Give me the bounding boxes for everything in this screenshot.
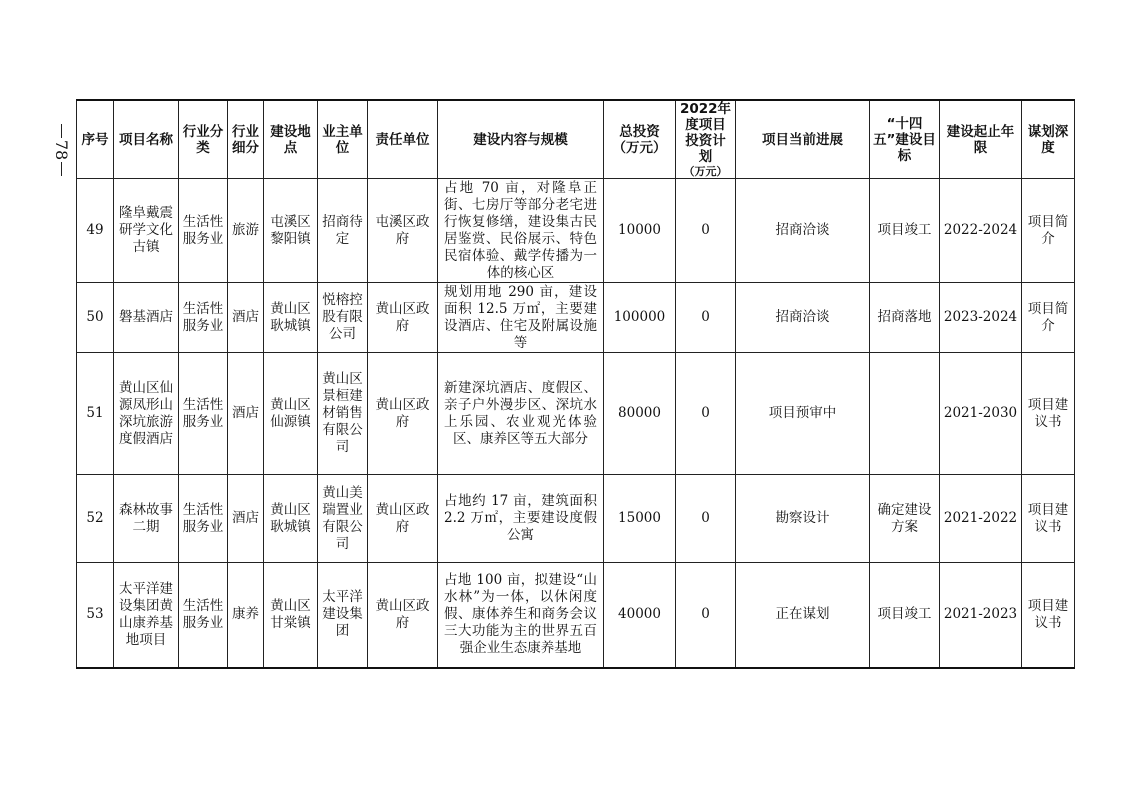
cell-goal <box>870 353 940 475</box>
header-content: 建设内容与规模 <box>438 100 604 179</box>
cell-owner: 黄山美瑞置业有限公司 <box>318 475 368 563</box>
cell-period: 2021-2023 <box>940 563 1022 668</box>
header-responsible: 责任单位 <box>368 100 438 179</box>
table-row <box>77 475 1075 563</box>
cell-industry: 生活性服务业 <box>179 475 228 563</box>
table-row <box>77 563 1075 668</box>
cell-responsible: 黄山区政府 <box>368 475 438 563</box>
cell-plan-2022: 0 <box>676 563 736 668</box>
header-total-investment: 总投资（万元） <box>604 100 676 179</box>
cell-name: 磐基酒店 <box>114 283 179 353</box>
projects-table <box>76 99 1075 669</box>
cell-depth: 项目简介 <box>1022 283 1075 353</box>
page-number-dash-top <box>61 124 62 138</box>
header-plan-2022-unit: （万元） <box>683 165 728 178</box>
cell-location: 黄山区仙源镇 <box>264 353 318 475</box>
header-period: 建设起止年限 <box>940 100 1022 179</box>
cell-industry: 生活性服务业 <box>179 353 228 475</box>
cell-progress: 正在谋划 <box>736 563 870 668</box>
table-header <box>77 100 1075 179</box>
header-owner: 业主单位 <box>318 100 368 179</box>
cell-total-investment: 40000 <box>604 563 676 668</box>
header-subcategory: 行业细分 <box>228 100 264 179</box>
header-depth: 谋划深度 <box>1022 100 1075 179</box>
cell-depth: 项目建议书 <box>1022 475 1075 563</box>
cell-seq: 50 <box>77 283 114 353</box>
cell-seq: 53 <box>77 563 114 668</box>
cell-period: 2023-2024 <box>940 283 1022 353</box>
cell-location: 黄山区甘棠镇 <box>264 563 318 668</box>
cell-period: 2021-2022 <box>940 475 1022 563</box>
cell-content: 占地 100 亩，拟建设“山水林”为一体，以休闲度假、康体养生和商务会议三大功能为主的世界五百强企业生态康养基地 <box>438 563 604 668</box>
page-number-dash-bottom <box>61 162 62 176</box>
cell-industry: 生活性服务业 <box>179 283 228 353</box>
cell-owner: 太平洋建设集团 <box>318 563 368 668</box>
cell-seq: 51 <box>77 353 114 475</box>
cell-depth: 项目简介 <box>1022 179 1075 283</box>
header-goal: “十四五”建设目标 <box>870 100 940 179</box>
table-row <box>77 179 1075 283</box>
cell-industry: 生活性服务业 <box>179 179 228 283</box>
cell-subcategory: 酒店 <box>228 283 264 353</box>
cell-plan-2022: 0 <box>676 283 736 353</box>
cell-plan-2022: 0 <box>676 179 736 283</box>
cell-progress: 招商洽谈 <box>736 179 870 283</box>
page-number <box>44 100 78 200</box>
header-progress: 项目当前进展 <box>736 100 870 179</box>
cell-responsible: 黄山区政府 <box>368 283 438 353</box>
cell-subcategory: 酒店 <box>228 353 264 475</box>
cell-subcategory: 康养 <box>228 563 264 668</box>
cell-goal: 项目竣工 <box>870 179 940 283</box>
cell-seq: 49 <box>77 179 114 283</box>
cell-location: 黄山区耿城镇 <box>264 283 318 353</box>
cell-subcategory: 旅游 <box>228 179 264 283</box>
page-number-value: 78 <box>51 139 71 161</box>
header-location: 建设地点 <box>264 100 318 179</box>
cell-progress: 招商洽谈 <box>736 283 870 353</box>
cell-name: 黄山区仙源凤形山深坑旅游度假酒店 <box>114 353 179 475</box>
cell-depth: 项目建议书 <box>1022 563 1075 668</box>
table-row <box>77 283 1075 353</box>
cell-depth: 项目建议书 <box>1022 353 1075 475</box>
cell-responsible: 黄山区政府 <box>368 353 438 475</box>
cell-period: 2021-2030 <box>940 353 1022 475</box>
table-body <box>77 179 1075 668</box>
cell-seq: 52 <box>77 475 114 563</box>
cell-industry: 生活性服务业 <box>179 563 228 668</box>
cell-content: 占地约 17 亩，建筑面积 2.2 万㎡，主要建设度假公寓 <box>438 475 604 563</box>
cell-location: 屯溪区黎阳镇 <box>264 179 318 283</box>
header-industry: 行业分类 <box>179 100 228 179</box>
cell-content: 规划用地 290 亩，建设面积 12.5 万㎡，主要建设酒店、住宅及附属设施等 <box>438 283 604 353</box>
cell-total-investment: 80000 <box>604 353 676 475</box>
cell-total-investment: 100000 <box>604 283 676 353</box>
cell-name: 森林故事二期 <box>114 475 179 563</box>
cell-name: 太平洋建设集团黄山康养基地项目 <box>114 563 179 668</box>
cell-name: 隆阜戴震研学文化古镇 <box>114 179 179 283</box>
header-plan-2022 <box>676 100 736 179</box>
cell-total-investment: 15000 <box>604 475 676 563</box>
table-row <box>77 353 1075 475</box>
cell-owner: 招商待定 <box>318 179 368 283</box>
cell-content: 新建深坑酒店、度假区、亲子户外漫步区、深坑水上乐园、农业观光体验区、康养区等五大部分 <box>438 353 604 475</box>
header-name: 项目名称 <box>114 100 179 179</box>
cell-goal: 招商落地 <box>870 283 940 353</box>
cell-subcategory: 酒店 <box>228 475 264 563</box>
cell-responsible: 屯溪区政府 <box>368 179 438 283</box>
cell-content: 占地 70 亩，对隆阜正街、七房厅等部分老宅进行恢复修缮，建设集古民居鉴赏、民俗展示、特色民宿体验、戴学传播为一体的核心区 <box>438 179 604 283</box>
cell-goal: 项目竣工 <box>870 563 940 668</box>
cell-owner: 悦榕控股有限公司 <box>318 283 368 353</box>
cell-plan-2022: 0 <box>676 475 736 563</box>
cell-period: 2022-2024 <box>940 179 1022 283</box>
cell-location: 黄山区耿城镇 <box>264 475 318 563</box>
header-row <box>77 100 1075 179</box>
cell-goal: 确定建设方案 <box>870 475 940 563</box>
cell-progress: 勘察设计 <box>736 475 870 563</box>
cell-owner: 黄山区景桓建材销售有限公司 <box>318 353 368 475</box>
cell-progress: 项目预审中 <box>736 353 870 475</box>
cell-total-investment: 10000 <box>604 179 676 283</box>
cell-responsible: 黄山区政府 <box>368 563 438 668</box>
header-plan-2022-label: 2022年度项目投资计划 <box>679 101 732 165</box>
cell-plan-2022: 0 <box>676 353 736 475</box>
header-seq: 序号 <box>77 100 114 179</box>
